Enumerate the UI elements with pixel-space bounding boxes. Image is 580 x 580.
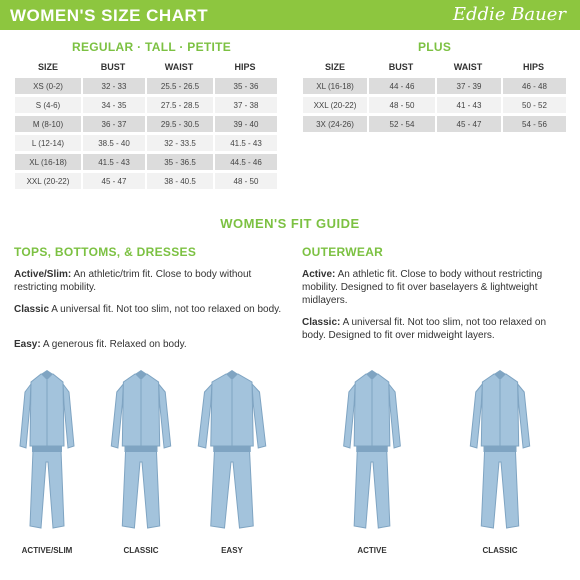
table-cell: 41 - 43: [435, 97, 501, 113]
regular-size-table: [15, 56, 277, 192]
column-header: HIPS: [234, 62, 256, 72]
fit-term: Easy:: [14, 339, 41, 350]
table-cell: 45 - 47: [435, 116, 501, 132]
column-header: BUST: [388, 62, 414, 72]
table-cell: M (8-10): [15, 116, 81, 132]
table-cell: 32 - 33: [81, 78, 145, 94]
table-cell: 32 - 33.5: [145, 135, 213, 151]
regular-table-title: REGULAR · TALL · PETITE: [72, 40, 232, 54]
table-cell: L (12-14): [15, 135, 81, 151]
table-cell: 44 - 46: [367, 78, 435, 94]
tops-bottoms-heading: TOPS, BOTTOMS, & DRESSES: [14, 245, 197, 259]
table-row: [15, 173, 277, 189]
table-header-row: [303, 59, 566, 75]
table-row: [15, 97, 277, 113]
figure-label: CLASSIC: [123, 546, 159, 555]
table-cell: 38.5 - 40: [81, 135, 145, 151]
fit-term: Active:: [302, 269, 336, 280]
fit-text: A generous fit. Relaxed on body.: [40, 339, 187, 350]
table-cell: XXL (20-22): [303, 97, 367, 113]
table-cell: 37 - 38: [213, 97, 277, 113]
table-cell: 41.5 - 43: [213, 135, 277, 151]
fit-text: An athletic/trim fit. Close to body without restricting mobility.: [14, 269, 252, 293]
table-header-row: [15, 59, 277, 75]
fit-text: A universal fit. Not too slim, not too relaxed on body.: [49, 304, 282, 315]
table-cell: 39 - 40: [213, 116, 277, 132]
table-cell: 25.5 - 26.5: [145, 78, 213, 94]
fit-desc-outer-classic: [302, 316, 570, 342]
table-row: [15, 116, 277, 132]
table-cell: XL (16-18): [15, 154, 81, 170]
table-cell: 3X (24-26): [303, 116, 367, 132]
figure-label: ACTIVE: [357, 546, 387, 555]
table-cell: 46 - 48: [501, 78, 566, 94]
table-cell: 50 - 52: [501, 97, 566, 113]
table-cell: 41.5 - 43: [81, 154, 145, 170]
figure-label: EASY: [221, 546, 243, 555]
table-cell: XXL (20-22): [15, 173, 81, 189]
figure-slim: [2, 366, 92, 541]
figure-label: ACTIVE/SLIM: [21, 546, 73, 555]
column-header: SIZE: [37, 62, 58, 72]
fit-term: Classic:: [302, 317, 341, 328]
table-cell: 38 - 40.5: [145, 173, 213, 189]
column-header: BUST: [100, 62, 126, 72]
table-cell: 44.5 - 46: [213, 154, 277, 170]
figure-active: [327, 366, 417, 541]
table-cell: 35 - 36.5: [145, 154, 213, 170]
fit-desc-classic: [14, 303, 284, 316]
column-header: WAIST: [453, 62, 483, 72]
table-cell: 34 - 35: [81, 97, 145, 113]
column-header: SIZE: [324, 62, 345, 72]
figure-label: CLASSIC: [482, 546, 518, 555]
table-cell: XL (16-18): [303, 78, 367, 94]
column-header: WAIST: [164, 62, 194, 72]
column-header: HIPS: [522, 62, 544, 72]
table-row: [15, 78, 277, 94]
fit-desc-easy: [14, 338, 284, 351]
table-cell: S (4-6): [15, 97, 81, 113]
table-cell: 52 - 54: [367, 116, 435, 132]
fit-desc-outer-active: [302, 268, 570, 307]
fit-text: An athletic fit. Close to body without restricting mobility. Designed to fit over baselayers & lightweight midlayers.: [302, 269, 543, 306]
table-cell: 36 - 37: [81, 116, 145, 132]
table-cell: 48 - 50: [367, 97, 435, 113]
figure-classic: [96, 366, 186, 541]
table-row: [15, 154, 277, 170]
plus-size-table: [303, 56, 566, 135]
table-cell: 29.5 - 30.5: [145, 116, 213, 132]
table-row: [15, 135, 277, 151]
figure-easy: [187, 366, 277, 541]
fit-term: Classic: [14, 304, 50, 315]
table-row: [303, 116, 566, 132]
table-cell: 37 - 39: [435, 78, 501, 94]
page-title: WOMEN'S SIZE CHART: [10, 6, 209, 25]
table-cell: 45 - 47: [81, 173, 145, 189]
table-cell: XS (0-2): [15, 78, 81, 94]
fit-text: A universal fit. Not too slim, not too relaxed on body. Designed to fit over midweight layers.: [302, 317, 547, 341]
figure-classic: [455, 366, 545, 541]
table-cell: 54 - 56: [501, 116, 566, 132]
table-row: [303, 97, 566, 113]
fit-guide-title: WOMEN'S FIT GUIDE: [220, 216, 360, 231]
fit-desc-active-slim: [14, 268, 284, 294]
table-cell: 35 - 36: [213, 78, 277, 94]
header-banner: [0, 0, 580, 30]
plus-table-title: PLUS: [418, 40, 452, 54]
table-cell: 27.5 - 28.5: [145, 97, 213, 113]
outerwear-heading: OUTERWEAR: [302, 245, 384, 259]
fit-term: Active/Slim:: [14, 269, 72, 280]
table-row: [303, 78, 566, 94]
table-cell: 48 - 50: [213, 173, 277, 189]
brand-logo: Eddie Bauer: [452, 4, 566, 25]
